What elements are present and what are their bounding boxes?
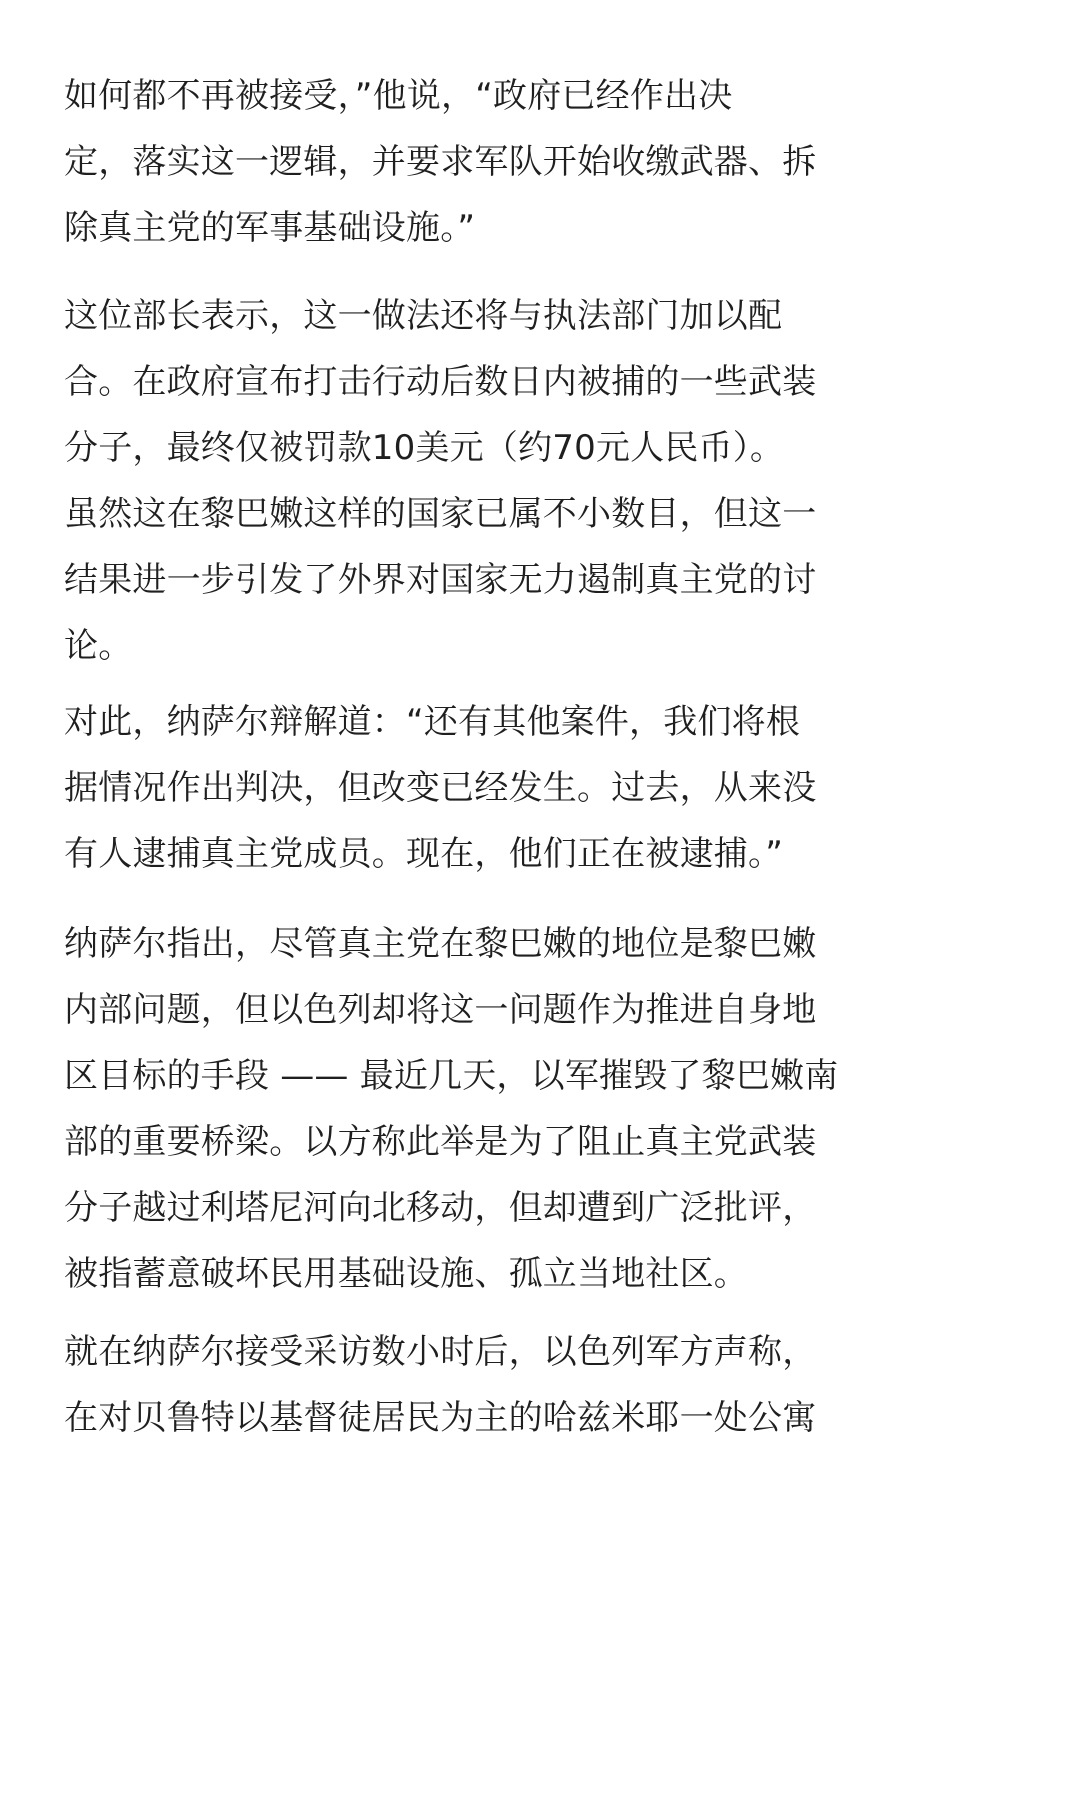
text-line: 在对贝鲁特以基督徒居民为主的哈兹米耶一处公寓 (64, 1398, 817, 1438)
text-line: 内部问题，但以色列却将这一问题作为推进自身地 (64, 990, 817, 1030)
paragraph-3 (64, 689, 884, 887)
text-line: 纳萨尔指出，尽管真主党在黎巴嫩的地位是黎巴嫩 (64, 924, 817, 964)
paragraph-5 (64, 1319, 884, 1451)
text-line: 据情况作出判决，但改变已经发生。过去，从来没 (64, 768, 817, 808)
text-line: 定，落实这一逻辑，并要求军队开始收缴武器、拆 (64, 142, 817, 182)
paragraph-2 (64, 283, 884, 679)
text-line: 合。在政府宣布打击行动后数日内被捕的一些武装 (64, 362, 817, 402)
text-line: 分子越过利塔尼河向北移动，但却遭到广泛批评， (64, 1188, 817, 1228)
text-line: 除真主党的军事基础设施。” (64, 208, 476, 248)
text-line: 如何都不再被接受，”他说，“政府已经作出决 (64, 76, 733, 116)
text-line: 对此，纳萨尔辩解道：“还有其他案件，我们将根 (64, 702, 801, 742)
text-line: 论。 (64, 626, 133, 666)
text-line: 这位部长表示，这一做法还将与执法部门加以配 (64, 296, 783, 336)
text-line: 区目标的手段 —— 最近几天，以军摧毁了黎巴嫩南 (64, 1056, 839, 1096)
text-line: 就在纳萨尔接受采访数小时后，以色列军方声称， (64, 1332, 817, 1372)
text-line: 部的重要桥梁。以方称此举是为了阻止真主党武装 (64, 1122, 817, 1162)
text-line: 虽然这在黎巴嫩这样的国家已属不小数目，但这一 (64, 494, 817, 534)
text-line: 结果进一步引发了外界对国家无力遏制真主党的讨 (64, 560, 817, 600)
text-line: 有人逮捕真主党成员。现在，他们正在被逮捕。” (64, 834, 784, 874)
paragraph-1 (64, 63, 884, 261)
text-line: 分子，最终仅被罚款10美元（约70元人民币）。 (64, 428, 785, 468)
text-line: 被指蓄意破坏民用基础设施、孤立当地社区。 (64, 1254, 748, 1294)
paragraph-4 (64, 911, 884, 1307)
